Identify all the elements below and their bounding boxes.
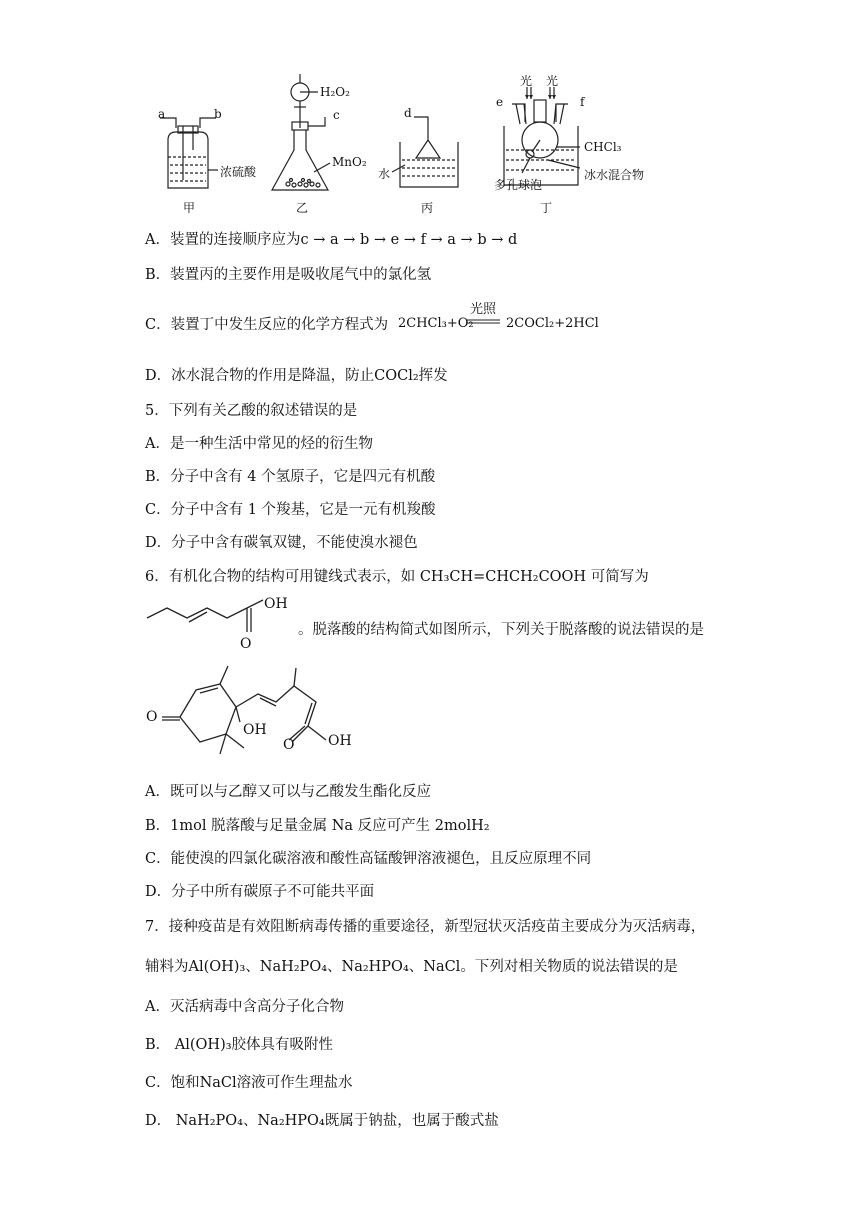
q7-stem-1: 7．接种疫苗是有效阻断病毒传播的重要途径，新型冠状灭活疫苗主要成分为灭活病毒， — [145, 919, 706, 935]
q5-option-d: D．分子中含有碳氧双键，不能使溴水褪色 — [145, 535, 418, 551]
carboxyl-oh-label: OH — [328, 733, 352, 749]
q4-option-d: D．冰水混合物的作用是降温，防止COCl₂挥发 — [145, 368, 448, 384]
port-f-label: f — [580, 95, 585, 109]
q7-stem-2: 辅料为Al(OH)₃、NaH₂PO₄、Na₂HPO₄、NaCl。下列对相关物质的说法错误的是 — [145, 959, 678, 975]
port-e-label: e — [496, 95, 504, 109]
equation-right: 2COCl₂+2HCl — [506, 316, 599, 331]
chcl3-label: CHCl₃ — [584, 140, 622, 154]
ketone-o-label: O — [146, 709, 158, 725]
port-d-label: d — [404, 106, 412, 120]
light-label-2: 光 — [546, 74, 559, 88]
ice-bath-label: 冰水混合物 — [584, 168, 645, 182]
equation-left: 2CHCl₃+O₂ — [398, 316, 474, 331]
q6-option-c: C．能使溴的四氯化碳溶液和酸性高锰酸钾溶液褪色，且反应原理不同 — [145, 851, 592, 867]
q7-option-c: C．饱和NaCl溶液可作生理盐水 — [145, 1075, 353, 1091]
example-oh-label: OH — [264, 596, 288, 612]
q6-option-a: A．既可以与乙醇又可以与乙酸发生酯化反应 — [145, 784, 431, 800]
q6-option-b: B．1mol 脱落酸与足量金属 Na 反应可产生 2molH₂ — [145, 818, 490, 834]
example-o-label: O — [240, 636, 252, 652]
q4-option-b: B．装置丙的主要作用是吸收尾气中的氯化氢 — [145, 267, 432, 283]
q6-stem-1: 6．有机化合物的结构可用键线式表示，如 CH₃CH=CHCH₂COOH 可简写为 — [145, 569, 649, 585]
hydroxyl-oh-label: OH — [243, 722, 267, 738]
port-b-label: b — [214, 107, 222, 121]
light-label-1: 光 — [520, 74, 533, 88]
q6-option-d: D．分子中所有碳原子不可能共平面 — [145, 884, 375, 900]
yi-caption: 乙 — [296, 201, 309, 215]
equation-condition: 光照 — [470, 302, 497, 317]
q5-option-a: A．是一种生活中常见的烃的衍生物 — [145, 436, 373, 452]
carboxyl-o-label: O — [283, 737, 295, 753]
port-c-label: c — [333, 108, 340, 122]
bing-caption: 丙 — [421, 201, 434, 215]
q5-option-b: B．分子中含有 4 个氢原子，它是四元有机酸 — [145, 469, 436, 485]
q4-option-c-text: C．装置丁中发生反应的化学方程式为 — [145, 317, 389, 333]
q4-option-c — [145, 315, 388, 335]
mno2-label: MnO₂ — [332, 155, 367, 169]
h2o2-label: H₂O₂ — [320, 85, 350, 99]
port-a-label: a — [158, 107, 166, 121]
q5-stem: 5．下列有关乙酸的叙述错误的是 — [145, 403, 358, 419]
q6-stem-2: 。脱落酸的结构简式如图所示，下列关于脱落酸的说法错误的是 — [298, 622, 704, 638]
q5-option-c: C．分子中含有 1 个羧基，它是一元有机羧酸 — [145, 502, 436, 518]
q7-option-a: A．灭活病毒中含高分子化合物 — [145, 999, 344, 1015]
jia-caption: 甲 — [183, 201, 196, 215]
bing-liquid-label: 水 — [378, 167, 391, 181]
q7-option-d: D． NaH₂PO₄、Na₂HPO₄既属于钠盐，也属于酸式盐 — [145, 1113, 499, 1129]
q4-option-a: A．装置的连接顺序应为c → a → b → e → f → a → b → d — [145, 232, 518, 248]
equation-equals-sign — [466, 318, 506, 328]
ding-caption: 丁 — [540, 201, 553, 215]
bubbler-label: 多孔球泡 — [494, 178, 543, 192]
q7-option-b: B． Al(OH)₃胶体具有吸附性 — [145, 1037, 334, 1053]
jia-liquid-label: 浓硫酸 — [220, 165, 257, 179]
